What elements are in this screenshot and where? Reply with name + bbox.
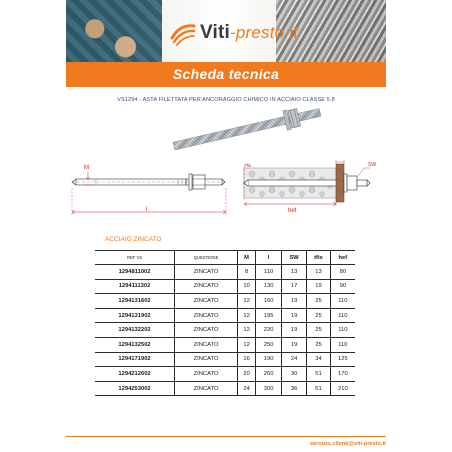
spec-table	[95, 250, 355, 396]
cell-ref: 1294811002	[95, 265, 175, 280]
cell-type: ZINCATO	[175, 279, 238, 294]
cell-type: ZINCATO	[175, 381, 238, 396]
cell-hef: 110	[330, 294, 355, 309]
table-header-row	[95, 251, 355, 265]
cell-tfix: 51	[307, 367, 331, 382]
cell-ref: 1294131902	[95, 308, 175, 323]
cell-sw: 17	[282, 279, 307, 294]
cell-tfix: 25	[307, 308, 331, 323]
cell-tfix: 25	[307, 323, 331, 338]
customer-service-email[interactable]: servizio.clienti@viti-presto.it	[309, 441, 386, 447]
cell-ref: 1294171902	[95, 352, 175, 367]
cell-sw: 19	[282, 323, 307, 338]
table-row	[95, 294, 355, 309]
dim-label-m: M	[84, 165, 89, 171]
cell-m: 12	[238, 308, 256, 323]
cell-hef: 170	[330, 367, 355, 382]
cell-ref: 1294111302	[95, 279, 175, 294]
threaded-rod-image	[168, 104, 328, 154]
table-row	[95, 337, 355, 352]
cell-sw: 19	[282, 337, 307, 352]
cell-m: 10	[238, 279, 256, 294]
cell-hef: 110	[330, 308, 355, 323]
cell-tfix: 34	[307, 352, 331, 367]
cell-l: 250	[256, 337, 282, 352]
cell-sw: 30	[282, 367, 307, 382]
table-row	[95, 323, 355, 338]
cell-tfix: 25	[307, 337, 331, 352]
cell-m: 16	[238, 352, 256, 367]
col-header: l	[256, 251, 282, 265]
cell-l: 130	[256, 279, 282, 294]
cell-sw: 36	[282, 381, 307, 396]
table-row	[95, 279, 355, 294]
cell-l: 260	[256, 367, 282, 382]
cell-sw: 19	[282, 308, 307, 323]
cell-sw: 19	[282, 294, 307, 309]
page-title: Scheda tecnica	[172, 66, 280, 82]
cell-m: 12	[238, 294, 256, 309]
table-row	[95, 308, 355, 323]
cell-tfix: 19	[307, 279, 331, 294]
dim-label-hef: hef	[288, 208, 297, 214]
cell-l: 220	[256, 323, 282, 338]
col-header: tfix	[307, 251, 331, 265]
cell-ref: 1294132202	[95, 323, 175, 338]
cell-hef: 110	[330, 337, 355, 352]
cell-type: ZINCATO	[175, 367, 238, 382]
cell-tfix: 25	[307, 294, 331, 309]
brand-logo	[170, 18, 298, 48]
cell-hef: 125	[330, 352, 355, 367]
cell-l: 195	[256, 308, 282, 323]
cell-type: ZINCATO	[175, 352, 238, 367]
cell-ref: 1294253002	[95, 381, 175, 396]
table-body	[95, 265, 355, 396]
table-row	[95, 367, 355, 382]
cell-hef: 110	[330, 323, 355, 338]
col-header: M	[238, 251, 256, 265]
cell-sw: 24	[282, 352, 307, 367]
col-header: QUESTIONE	[175, 251, 238, 265]
title-bar	[66, 62, 386, 87]
cell-ref: 1294212602	[95, 367, 175, 382]
cell-type: ZINCATO	[175, 308, 238, 323]
cell-hef: 210	[330, 381, 355, 396]
table-row	[95, 265, 355, 280]
cell-l: 300	[256, 381, 282, 396]
cell-l: 190	[256, 352, 282, 367]
product-description: VS1294 - ASTA FILETTATA PER ANCORAGGIO CHIMICO IN ACCIAIO CLASSE 5.8	[117, 97, 335, 103]
cell-type: ZINCATO	[175, 323, 238, 338]
logo-swoosh-icon	[170, 20, 196, 46]
cell-l: 160	[256, 294, 282, 309]
cell-type: ZINCATO	[175, 265, 238, 280]
col-header: hef	[330, 251, 355, 265]
brand-name: Viti-presto.it	[200, 22, 299, 43]
technical-drawing	[66, 150, 386, 230]
cell-hef: 80	[330, 265, 355, 280]
cell-type: ZINCATO	[175, 337, 238, 352]
dim-label-l: l	[146, 207, 148, 213]
cell-sw: 13	[282, 265, 307, 280]
cell-tfix: 13	[307, 265, 331, 280]
col-header: REF VS	[95, 251, 175, 265]
cell-ref: 1294132502	[95, 337, 175, 352]
cell-m: 20	[238, 367, 256, 382]
dim-label-tfix: Tfix	[244, 163, 252, 168]
cell-m: 12	[238, 323, 256, 338]
footer-divider	[66, 436, 386, 437]
table-row	[95, 381, 355, 396]
cell-ref: 1294131602	[95, 294, 175, 309]
cell-m: 24	[238, 381, 256, 396]
col-header: SW	[282, 251, 307, 265]
table-row	[95, 352, 355, 367]
cell-type: ZINCATO	[175, 294, 238, 309]
cell-hef: 90	[330, 279, 355, 294]
cell-m: 12	[238, 337, 256, 352]
material-section-label: ACCIAIO ZINCATO	[105, 236, 162, 243]
anchor-installed-view	[242, 160, 376, 214]
cell-tfix: 51	[307, 381, 331, 396]
cell-m: 8	[238, 265, 256, 280]
rod-side-view	[72, 165, 226, 216]
dim-label-sw: SW	[368, 162, 377, 168]
cell-l: 110	[256, 265, 282, 280]
